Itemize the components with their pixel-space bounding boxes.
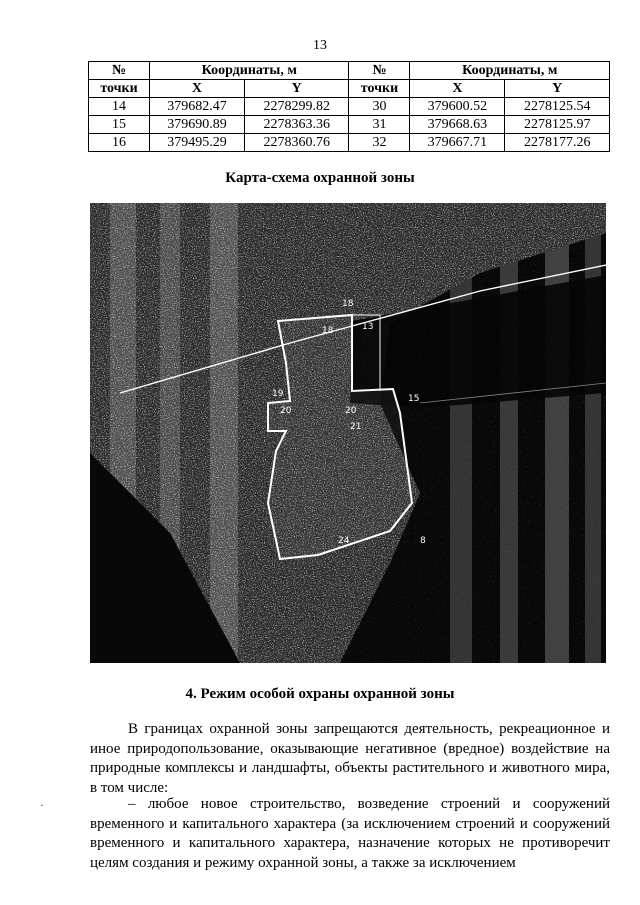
point-label: 15 [408,394,420,404]
point-label: 20 [280,406,292,416]
header-point-no: № [89,62,150,80]
header-point-no: № [349,62,410,80]
map-title: Карта-схема охранной зоны [225,170,415,186]
coord-y: 2278177.26 [505,134,610,152]
table-header-row [89,62,610,80]
header-point: точки [349,80,410,98]
coord-y: 2278299.82 [244,98,349,116]
coord-y: 2278125.97 [505,116,610,134]
page-number: 13 [313,38,327,53]
point-label: 24 [338,536,350,546]
table-header-row [89,80,610,98]
point-label: 21 [350,422,362,432]
point-label: 18 [322,326,334,336]
coord-x: 379690.89 [150,116,245,134]
point-number: 14 [89,98,150,116]
paragraph: – любое новое строительство, возведение строений и сооружений временного и капитального характера (за исключением строений и сооружений временного и капитального характера, назначение которых не противоречит целям создания и режиму охранной зоны, а также за исключением [90,796,610,871]
coord-x: 379682.47 [150,98,245,116]
table-row [89,98,610,116]
header-coordinates: Координаты, м [150,62,349,80]
point-number: 32 [349,134,410,152]
point-label: 18 [342,299,354,309]
point-number: 16 [89,134,150,152]
protection-zone-map [90,203,606,663]
point-label: 20 [345,406,357,416]
coord-x: 379600.52 [410,98,505,116]
header-x: X [150,80,245,98]
point-label: 13 [362,322,374,332]
header-point: точки [89,80,150,98]
point-label: 19 [272,389,284,399]
header-y: Y [244,80,349,98]
header-coordinates: Координаты, м [410,62,610,80]
coord-y: 2278363.36 [244,116,349,134]
table-row [89,116,610,134]
header-x: X [410,80,505,98]
coord-y: 2278125.54 [505,98,610,116]
header-y: Y [505,80,610,98]
point-label: 8 [420,536,426,546]
coordinates-table [88,61,610,152]
coord-y: 2278360.76 [244,134,349,152]
coord-x: 379495.29 [150,134,245,152]
paragraph: В границах охранной зоны запрещаются деятельность, рекреационное и иное природопользование, оказывающие негативное (вредное) воздействие на природные комплексы и ландшафты, объекты растительного и животного мира, в том числе: [90,721,610,796]
point-number: 31 [349,116,410,134]
point-number: 15 [89,116,150,134]
section-title: 4. Режим особой охраны охранной зоны [185,686,455,702]
scan-speck: · [40,798,44,812]
coord-x: 379668.63 [410,116,505,134]
point-number: 30 [349,98,410,116]
coord-x: 379667.71 [410,134,505,152]
table-row [89,134,610,152]
